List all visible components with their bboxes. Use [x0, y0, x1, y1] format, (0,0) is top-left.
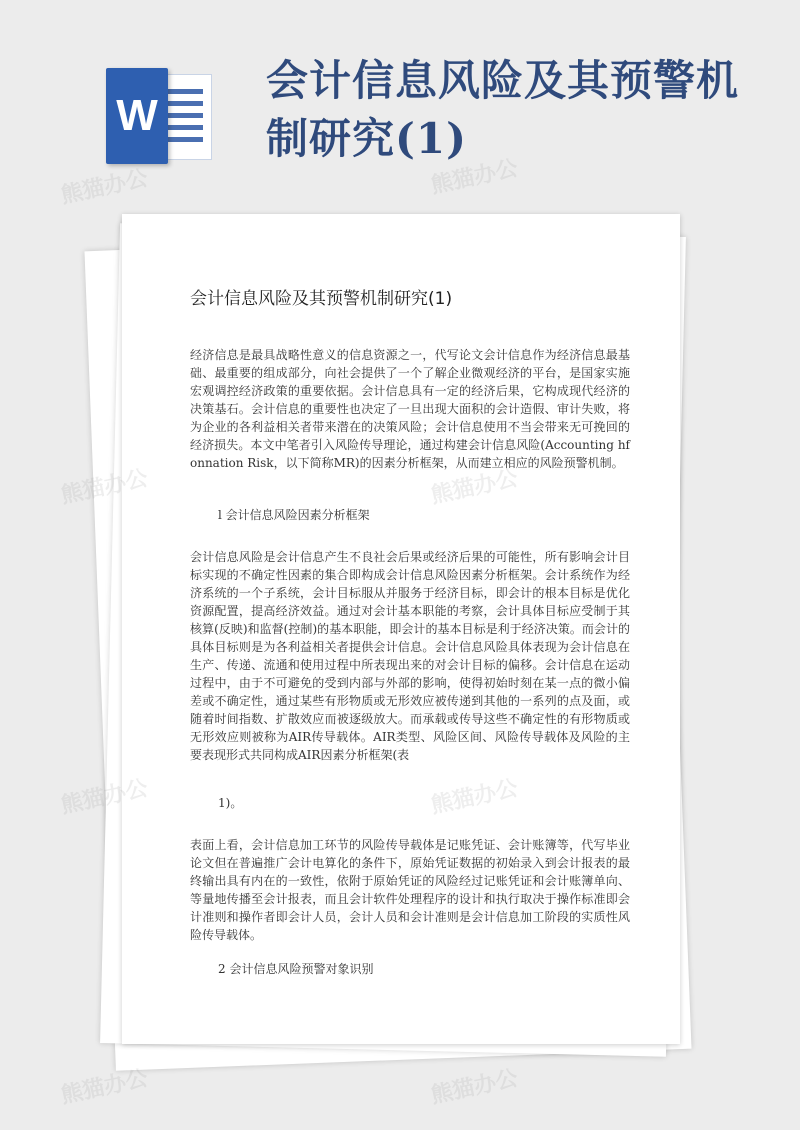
page-title: 会计信息风险及其预警机制研究(1) — [266, 56, 740, 163]
word-logo-letter: W — [106, 68, 168, 164]
document-page — [122, 214, 680, 1044]
paragraph-tail: 1)。 — [218, 796, 243, 810]
watermark: 熊猫办公 — [428, 156, 521, 199]
watermark: 熊猫办公 — [58, 1066, 151, 1109]
paragraph-intro: 经济信息是最具战略性意义的信息资源之一，代写论文会计信息作为经济信息最基础、最重要的组成部分，向社会提供了一个了解企业微观经济的平台，是国家实施宏观调控经济政策的重要依据。会计信息具有一定的经济后果，它构成现代经济的决策基石。会计信息的重要性也决定了一旦出现大面积的会计造假、审计失败，将为企业的各利益相关者带来潜在的决策风险；会计信息使用不当会带来无可挽回的经济损失。本文中笔者引入风险传导理论，通过构建会计信息风险(Accounting hfonnation Risk，以下简称MR)的因素分析框架，从而建立相应的风险预警机制。 — [190, 348, 630, 470]
document-title: 会计信息风险及其预警机制研究(1) — [190, 289, 453, 309]
paragraph-framework: 会计信息风险是会计信息产生不良社会后果或经济后果的可能性，所有影响会计目标实现的不确定性因素的集合即构成会计信息风险因素分析框架。会计系统作为经济系统的一个子系统，会计目标服从并服务于经济目标，即会计的根本目标是优化资源配置，提高经济效益。通过对会计基本职能的考察，会计具体目标应受制于其核算(反映)和监督(控制)的基本职能，即会计的基本目标是利于经济决策。而会计的具体目标则是为各利益相关者提供会计信息。会计信息风险具体表现为会计信息在生产、传递、流通和使用过程中所表现出来的对会计目标的偏移。会计信息在运动过程中，由于不可避免的受到内部与外部的影响，使得初始时刻在某一点的微小偏差或不确定性，通过某些有形物质或无形效应被传递到其他的一系列的点及面，或随着时间指数、扩散效应而被逐级放大。而承载或传导这些不确定性的有形物质或无形效应则被称为AIR传导载体。AIR类型、风险区间、风险传导载体及风险的主要表现形式共同构成AIR因素分析框架(表 — [190, 550, 630, 762]
word-document-icon — [100, 68, 212, 164]
watermark: 熊猫办公 — [58, 166, 151, 209]
section-heading-1: l 会计信息风险因素分析框架 — [218, 508, 370, 522]
header — [0, 0, 800, 200]
paragraph-surface: 表面上看，会计信息加工环节的风险传导载体是记账凭证、会计账簿等，代写毕业论文但在普遍推广会计电算化的条件下，原始凭证数据的初始录入到会计报表的最终输出具有内在的一致性，依附于原始凭证的风险经过记账凭证和会计账簿单向、等量地传播至会计报表，而且会计软件处理程序的设计和执行取决于操作标准即会计准则和操作者即会计人员，会计人员和会计准则是会计信息加工阶段的实质性风险传导载体。 — [190, 838, 630, 942]
watermark: 熊猫办公 — [58, 776, 151, 819]
section-heading-2: 2 会计信息风险预警对象识别 — [218, 962, 374, 976]
watermark: 熊猫办公 — [428, 1066, 521, 1109]
